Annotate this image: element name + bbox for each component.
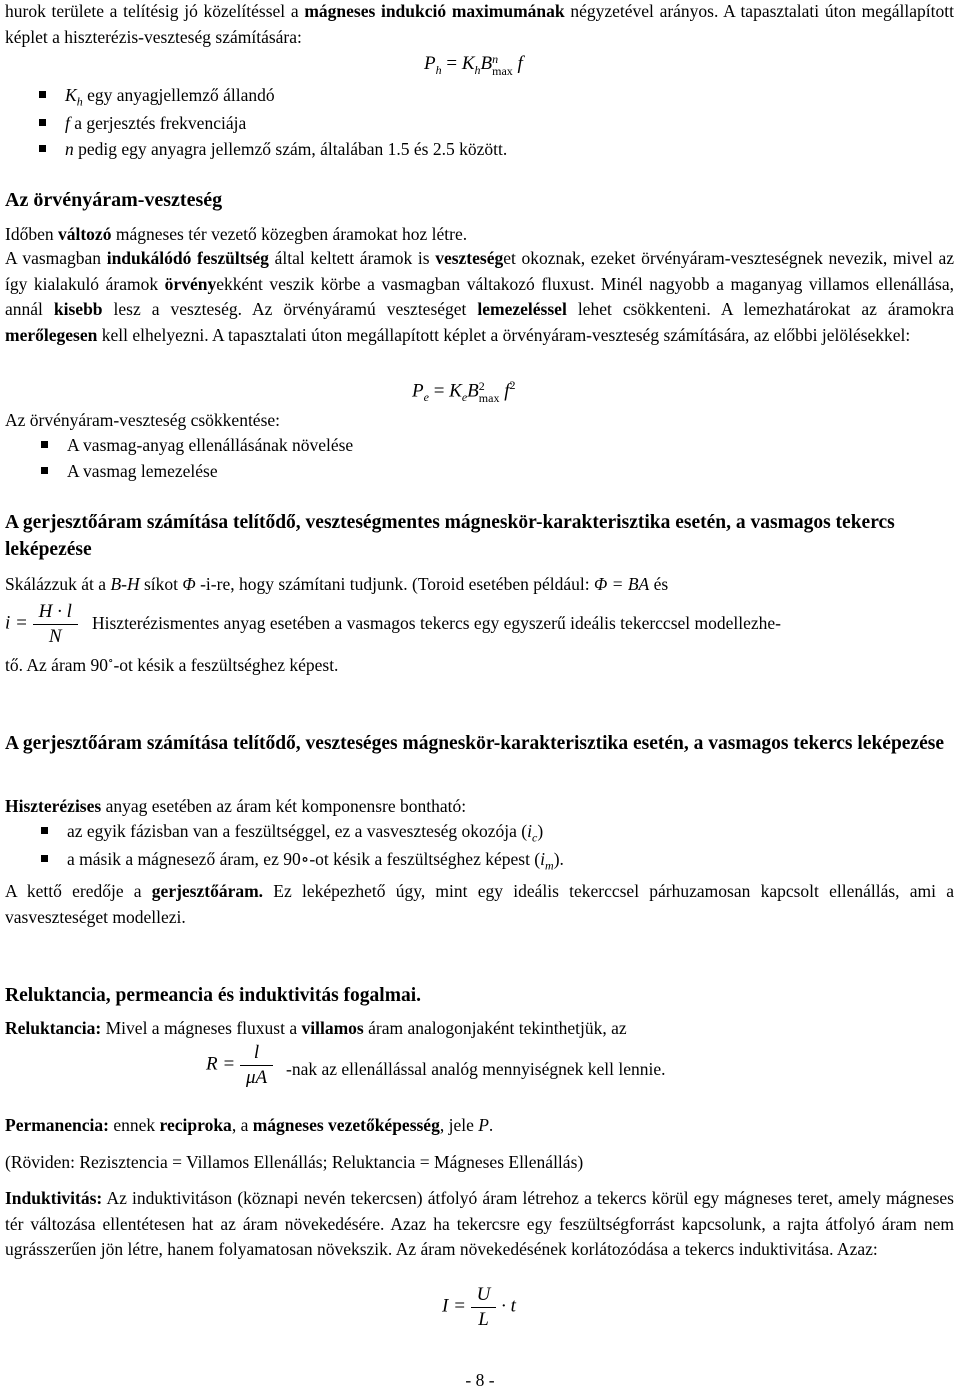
list-current-components <box>5 819 954 875</box>
paragraph-reluctance-analogy: -nak az ellenállással analóg mennyiségnek kell lennie. <box>286 1059 666 1079</box>
paragraph-bh-scaling: Skálázzuk át a B-H síkot Φ -i-re, hogy számítani tudjunk. (Toroid esetében például: Φ = BA és <box>5 574 669 594</box>
section-heading-lossless: A gerjesztőáram számítása telítődő, veszteségmentes mágneskör-karakterisztika esetén, a vasmagos tekercs leképezése <box>5 512 895 561</box>
list-item: f a gerjesztés frekvenciája <box>5 111 954 137</box>
formula-current: i = $\frac{H \cdot l}{N}$ <box>5 601 78 648</box>
list-item: a másik a mágnesező áram, ez 90∘-ot késik a feszültséghez képest $(i_m)$. <box>5 847 954 875</box>
text: hurok területe a telítésig jó közelítéssel a <box>5 1 305 21</box>
formula-reluctance: R = $\frac{l}{\mu A}$ <box>206 1042 273 1089</box>
paragraph-magnetizing-current: A kettő eredője a gerjesztőáram. Ez leképezhető úgy, mint egy ideális tekerccsel párhuzamosan kapcsolt ellenállás, ami a vasveszteséget modellezi. <box>5 881 954 927</box>
paragraph-hysteresis-components: Hiszterézises anyag esetében az áram két komponensre bontható: <box>5 796 467 816</box>
paragraph-ideal-coil: Hiszterézismentes anyag esetében a vasmagos tekercs egy egyszerű ideális tekerccsel modellezhe- <box>92 613 781 633</box>
list-item: az egyik fázisban van a feszültséggel, ez a vasveszteség okozója $(i_c)$ <box>5 819 954 847</box>
paragraph-eddy-intro: Időben változó mágneses tér vezető közegben áramokat hoz létre. <box>5 224 468 244</box>
paragraph-reluctance: Reluktancia: Mivel a mágneses fluxust a villamos áram analogonjaként tekinthetjük, az <box>5 1018 627 1038</box>
paragraph-summary: (Röviden: Rezisztencia = Villamos Ellenállás; Reluktancia = Mágneses Ellenállás) <box>5 1152 584 1172</box>
paragraph-inductance: Induktivitás: Az induktivitáson (köznapi nevén tekercsen) átfolyó áram létrehoz a tekercs körül egy mágneses teret, amely mágneses tér változása ellentétesen hat az áram növekedésére. Azaz ha tekercsre egy feszültségforrást kapcsolunk, a rajta átfolyó áram nem ugrásszerűen jön létre, hanem folyamatosan növekszik. Az áram növekedésének korlátozódása a tekercs induktivitása. Azaz: <box>5 1188 954 1260</box>
paragraph-phase-lag: tő. Az áram 90∘-ot késik a feszültséghez képest. <box>5 655 339 675</box>
list-item: n pedig egy anyagra jellemző szám, általában 1.5 és 2.5 között. <box>5 137 954 163</box>
formula-hysteresis-loss: $P_h = K_hB$ n max f <box>424 51 523 78</box>
formula-inductance-current: I = $\frac{U}{L}$ · t <box>442 1284 516 1330</box>
page-number: - 8 - <box>465 1370 495 1390</box>
emphasis: mágneses indukció maximumának <box>304 1 565 21</box>
section-heading-lossy: A gerjesztőáram számítása telítődő, veszteséges mágneskör-karakterisztika esetén, a vasmagos tekercs leképezése <box>5 733 944 754</box>
list-item: A vasmag-anyag ellenállásának növelése <box>5 433 954 459</box>
formula-eddy-loss: $P_e = K_eB$ 2 max $f^2$ <box>412 378 516 405</box>
list-eddy-reduction <box>5 433 954 484</box>
paragraph-hysteresis-intro <box>5 0 954 50</box>
list-item: A vasmag lemezelése <box>5 459 954 485</box>
text: négyzetével arányos. A tapasztalati úton megállapított képlet a hiszterézis-veszteség számítására: <box>5 1 954 47</box>
section-heading-reluctance: Reluktancia, permeancia és induktivitás fogalmai. <box>5 985 422 1006</box>
paragraph-eddy-explanation: A vasmagban indukálódó feszültség által keltett áramok is veszteséget okoznak, ezeket örvényáram-veszteségnek nevezik, mivel az így kialakuló áramok örvényekként veszik körbe a vasmagban váltakozó fluxust. Minél nagyobb a maganyag villamos ellenállása, annál kisebb lesz a veszteség. Az örvényáramú veszteséget lemezeléssel lehet csökkenteni. A lemezhatárokat az áramokra merőlegesen kell elhelyezni. A tapasztalati úton megállapított képlet a örvényáram-veszteség számítására, az előbbi jelölésekkel: <box>5 248 954 345</box>
list-item: $K_h$ egy anyagjellemző állandó <box>5 83 954 111</box>
list-hysteresis-parameters <box>5 83 954 162</box>
paragraph-permeance: Permanencia: ennek reciproka, a mágneses vezetőképesség, jele P. <box>5 1115 494 1135</box>
section-heading-eddy-current: Az örvényáram-veszteség <box>5 189 223 211</box>
paragraph-eddy-reduction: Az örvényáram-veszteség csökkentése: <box>5 410 281 430</box>
